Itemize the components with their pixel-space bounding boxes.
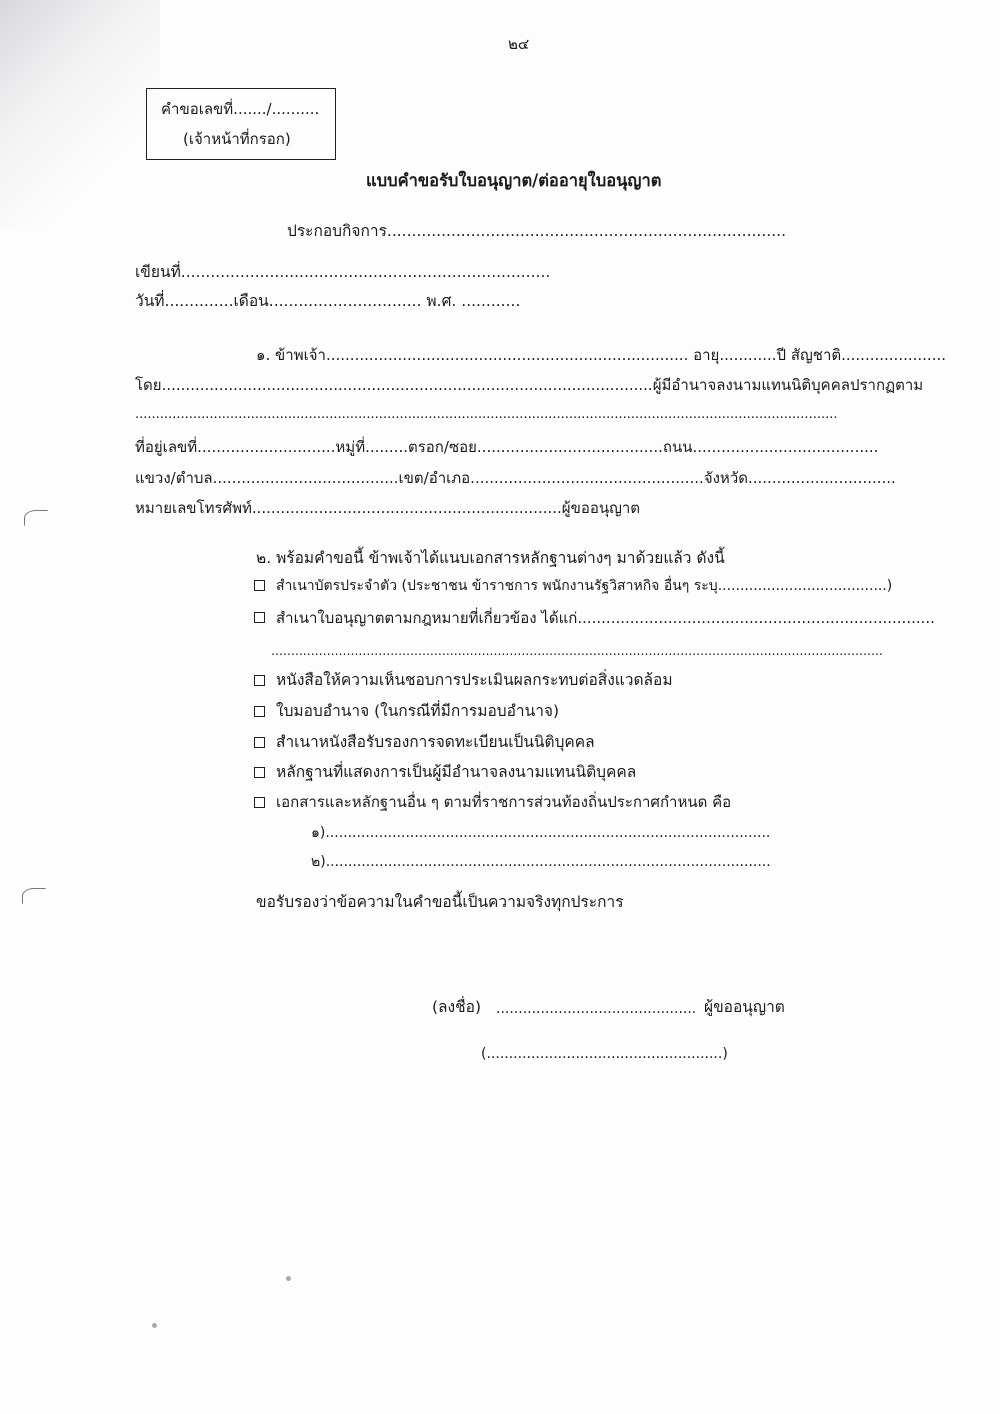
scan-mark [24, 510, 48, 526]
checkbox-power-of-attorney[interactable] [254, 706, 265, 717]
item-license-copy: สำเนาใบอนุญาตตามกฎหมายที่เกี่ยวข้อง ได้แก่........................................................................... [276, 609, 935, 627]
signature-role: ผู้ขออนุญาต [704, 998, 785, 1016]
continuation-line: .......................................................................................................................................................................... [135, 407, 838, 422]
written-at-field: เขียนที่........................................................................... [135, 263, 551, 281]
checkbox-signatory-proof[interactable] [254, 767, 265, 778]
page-number: ๒๔ [508, 35, 530, 53]
other-document-1: ๑).................................................................................................... [311, 825, 771, 841]
checkbox-registration-copy[interactable] [254, 737, 265, 748]
scan-speck [152, 1323, 157, 1328]
scan-mark [22, 888, 46, 904]
date-field: วันที่..............เดือน............................... พ.ศ. ............ [135, 292, 521, 310]
signature-line: ............................................. [496, 1001, 697, 1017]
item-other-documents: เอกสารและหลักฐานอื่น ๆ ตามที่ราชการส่วนท้องถิ่นประกาศกำหนด คือ [276, 793, 732, 811]
scan-edge-shadow [0, 0, 160, 230]
address-line: ที่อยู่เลขที่.............................หมู่ที่.........ตรอก/ซอย.......................................ถนน....................................... [135, 438, 879, 456]
item-eia-approval: หนังสือให้ความเห็นชอบการประเมินผลกระทบต่อสิ่งแวดล้อม [276, 671, 673, 689]
officer-note: (เจ้าหน้าที่กรอก) [183, 130, 291, 148]
checkbox-eia-approval[interactable] [254, 675, 265, 686]
certification-statement: ขอรับรองว่าข้อความในคำขอนี้เป็นความจริงทุกประการ [256, 893, 624, 911]
item-signatory-proof: หลักฐานที่แสดงการเป็นผู้มีอำนาจลงนามแทนนิติบุคคล [276, 763, 637, 781]
signature-label: (ลงชื่อ) [432, 998, 481, 1016]
item-id-copy: สำเนาบัตรประจำตัว (ประชาชน ข้าราชการ พนักงานรัฐวิสาหกิจ อื่นๆ ระบุ......................................) [276, 578, 893, 594]
form-title: แบบคำขอรับใบอนุญาต/ต่ออายุใบอนุญาต [366, 171, 662, 190]
applicant-line: ๑. ข้าพเจ้า............................................................................ อายุ............ปี สัญชาติ...................... [256, 346, 947, 364]
by-line: โดย.......................................................................................................ผู้มีอำนาจลงนามแทนนิติบุคคลปรากฏตาม [135, 376, 924, 394]
business-field: ประกอบกิจการ................................................................................. [287, 222, 786, 240]
checkbox-id-copy[interactable] [254, 580, 265, 591]
attachments-intro: ๒. พร้อมคำขอนี้ ข้าพเจ้าได้แนบเอกสารหลักฐานต่างๆ มาด้วยแล้ว ดังนี้ [256, 549, 725, 567]
request-number-label: คำขอเลขที่......./.......... [161, 100, 320, 118]
scan-speck [286, 1276, 291, 1281]
checkbox-license-copy[interactable] [254, 612, 265, 623]
item-power-of-attorney: ใบมอบอำนาจ (ในกรณีที่มีการมอบอำนาจ) [276, 702, 560, 720]
phone-line: หมายเลขโทรศัพท์.................................................................ผู้ขออนุญาต [135, 499, 641, 517]
signature-name-line: (.....................................................) [481, 1046, 728, 1062]
item-license-continuation: .......................................................................................................................................................... [271, 643, 883, 658]
item-registration-copy: สำเนาหนังสือรับรองการจดทะเบียนเป็นนิติบุคคล [276, 733, 595, 751]
district-line: แขวง/ตำบล.......................................เขต/อำเภอ.................................................จังหวัด............................... [135, 469, 896, 487]
checkbox-other-documents[interactable] [254, 797, 265, 808]
other-document-2: ๒).................................................................................................... [311, 854, 771, 870]
office-use-box [146, 88, 336, 160]
